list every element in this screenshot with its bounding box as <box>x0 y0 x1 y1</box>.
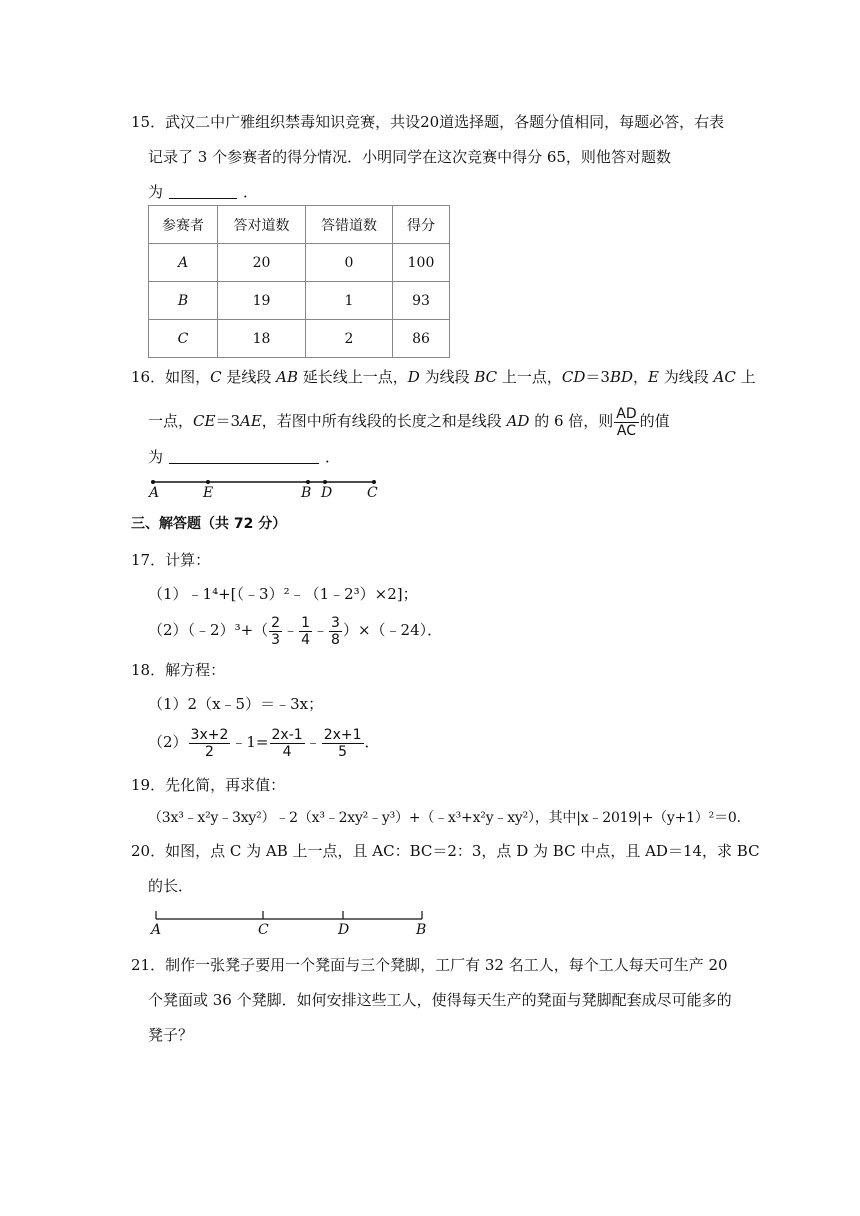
table-cell: 86 <box>393 320 450 358</box>
point-label: A <box>149 485 160 501</box>
table-row <box>149 282 450 320</box>
ad-over-ac-fraction <box>614 406 638 439</box>
q16-answer-blank[interactable] <box>169 449 319 464</box>
point-label: E <box>203 485 214 501</box>
table-cell: 93 <box>393 282 450 320</box>
q16-text: ． <box>325 448 341 466</box>
q15-answer-blank[interactable] <box>169 184 237 199</box>
q16-var: CD <box>561 368 586 386</box>
table-cell: 19 <box>218 282 306 320</box>
q16-var: AE <box>240 412 262 430</box>
point-b-dot <box>306 480 310 484</box>
section-heading: 三、解答题（共 72 分） <box>131 516 287 532</box>
q16-line2 <box>148 405 670 439</box>
table-cell: 100 <box>393 244 450 282</box>
q21-line2: 个凳面或 36 个凳脚．如何安排这些工人，使得每天生产的凳面与凳脚配套成尽可能多的 <box>148 991 732 1009</box>
point-label: D <box>338 922 350 937</box>
fraction <box>270 727 305 760</box>
fraction <box>329 615 342 648</box>
table-header: 得分 <box>393 206 450 244</box>
q17-text: （2）（﹣2）³+（ <box>148 621 269 639</box>
q21-line1: 21．制作一张凳子要用一个凳面与三个凳脚，工厂有 32 名工人，每个工人每天可生产 20 <box>131 956 728 974</box>
fraction-numerator: AD <box>616 405 637 422</box>
q16-text: ，若图中所有线段的长度之和是线段 <box>261 412 507 430</box>
table-cell: B <box>149 282 218 320</box>
fraction <box>269 615 282 648</box>
fraction-numerator: 2x-1 <box>271 726 303 743</box>
q16-var: D <box>407 368 420 386</box>
fraction-denominator: 5 <box>338 743 348 760</box>
q18-text: ． <box>364 733 380 751</box>
table-row <box>149 320 450 358</box>
q15-line2: 记录了 3 个参赛者的得分情况．小明同学在这次竞赛中得分 65，则他答对题数 <box>148 148 671 166</box>
q18-text: （2） <box>148 733 188 751</box>
q16-var: BD <box>609 368 634 386</box>
q18-title: 18．解方程： <box>131 661 226 679</box>
table-cell: 18 <box>218 320 306 358</box>
q16-text: 的 6 倍，则 <box>529 412 614 430</box>
q17-title: 17．计算： <box>131 551 211 569</box>
q16-text: 一点， <box>148 412 194 430</box>
point-label: D <box>321 485 333 501</box>
table-cell: 0 <box>306 244 393 282</box>
q16-text: 上 <box>735 368 756 386</box>
score-table <box>148 205 450 358</box>
q20-line1: 20．如图，点 C 为 AB 上一点，且 AC：BC＝2：3，点 D 为 BC 中点，且 AD＝14，求 BC <box>131 842 760 860</box>
q16-text: ＝3 <box>215 412 240 430</box>
q16-text: 为 <box>148 448 164 466</box>
q16-text: 为线段 <box>419 368 475 386</box>
fraction-denominator: 8 <box>331 631 340 648</box>
q16-text: 上一点， <box>497 368 562 386</box>
q20-segment-figure <box>140 905 440 937</box>
q18-part2: （2） $\frac{3x+2}{2}$ ﹣1= $\frac{2x-1}{4}$ ﹣ $\frac{2x+1}{5}$ ． <box>148 726 380 760</box>
table-cell: 1 <box>306 282 393 320</box>
table-cell: C <box>149 320 218 358</box>
q16-text: 为线段 <box>659 368 714 386</box>
point-label: C <box>258 922 269 937</box>
fraction <box>299 615 312 648</box>
table-header-row <box>149 206 450 244</box>
fraction <box>189 727 231 760</box>
fraction-numerator: 2x+1 <box>323 726 362 743</box>
table-header: 答对道数 <box>218 206 306 244</box>
fraction-numerator: 2 <box>271 614 281 631</box>
fraction-denominator: AC <box>616 422 637 439</box>
q18-text: ﹣1= <box>231 733 269 751</box>
table-cell: 20 <box>218 244 306 282</box>
q16-var: AD <box>506 412 530 430</box>
q16-var: CE <box>193 412 216 430</box>
q16-text: 延长线上一点， <box>297 368 408 386</box>
table-header: 答错道数 <box>306 206 393 244</box>
q21-line3: 凳子？ <box>148 1026 194 1044</box>
point-label: C <box>367 485 378 501</box>
q16-var: C <box>210 368 222 386</box>
q16-segment-figure <box>140 475 390 505</box>
table-cell: 2 <box>306 320 393 358</box>
table-row <box>149 244 450 282</box>
q20-line2: 的长． <box>148 877 194 895</box>
fraction-numerator: 3x+2 <box>190 726 229 743</box>
q15-line3-pre: 为 <box>148 183 164 201</box>
q17-part1: （1）﹣1⁴+[（﹣3）²﹣（1﹣2³）×2]； <box>148 585 418 603</box>
q18-part1: （1）2（x﹣5）＝﹣3x； <box>148 695 324 713</box>
q16-var: E <box>648 368 659 386</box>
table-header: 参赛者 <box>149 206 218 244</box>
q16-line1 <box>131 367 756 387</box>
point-d-dot <box>323 480 327 484</box>
q16-var: AB <box>276 368 298 386</box>
fraction-denominator: 4 <box>301 631 311 648</box>
q15-line3-post: ． <box>243 183 259 201</box>
fraction-denominator: 3 <box>271 631 281 648</box>
q16-var: BC <box>474 368 498 386</box>
fraction-numerator: 3 <box>331 614 340 631</box>
point-label: B <box>301 485 312 501</box>
table-cell: A <box>149 244 218 282</box>
q16-text: ， <box>633 368 649 386</box>
q16-text: ＝3 <box>585 368 610 386</box>
q16-text: 16．如图， <box>131 368 211 386</box>
point-label: B <box>416 922 427 937</box>
q16-text: 的值 <box>639 412 670 430</box>
fraction-numerator: 1 <box>301 614 311 631</box>
q19-title: 19．先化简，再求值： <box>131 776 286 794</box>
point-e-dot <box>206 480 210 484</box>
point-c-dot <box>372 480 376 484</box>
fraction-denominator: 4 <box>282 743 292 760</box>
point-a-dot <box>151 480 155 484</box>
q19-expression: （3x³﹣x²y﹣3xy²）﹣2（x³﹣2xy²﹣y³）+（﹣x³+x²y﹣xy²），其中|x﹣2019|+（y+1）²＝0． <box>148 810 751 826</box>
q16-text: 是线段 <box>221 368 277 386</box>
q16-var: AC <box>713 368 736 386</box>
fraction-denominator: 2 <box>205 743 214 760</box>
point-label: A <box>151 922 162 937</box>
q17-part2: （2）（﹣2）³+（ $\frac{2}{3}$ ﹣ $\frac{1}{4}$ ﹣ $\frac{3}{8}$ ）×（﹣24）． <box>148 614 443 648</box>
q15-line1: 15．武汉二中广雅组织禁毒知识竞赛，共设20道选择题，各题分值相同，每题必答，右表 <box>131 113 725 131</box>
fraction <box>322 727 364 760</box>
q16-line3 <box>148 447 340 467</box>
q15-line3 <box>148 182 258 202</box>
q17-text: ）×（﹣24）． <box>342 621 443 639</box>
